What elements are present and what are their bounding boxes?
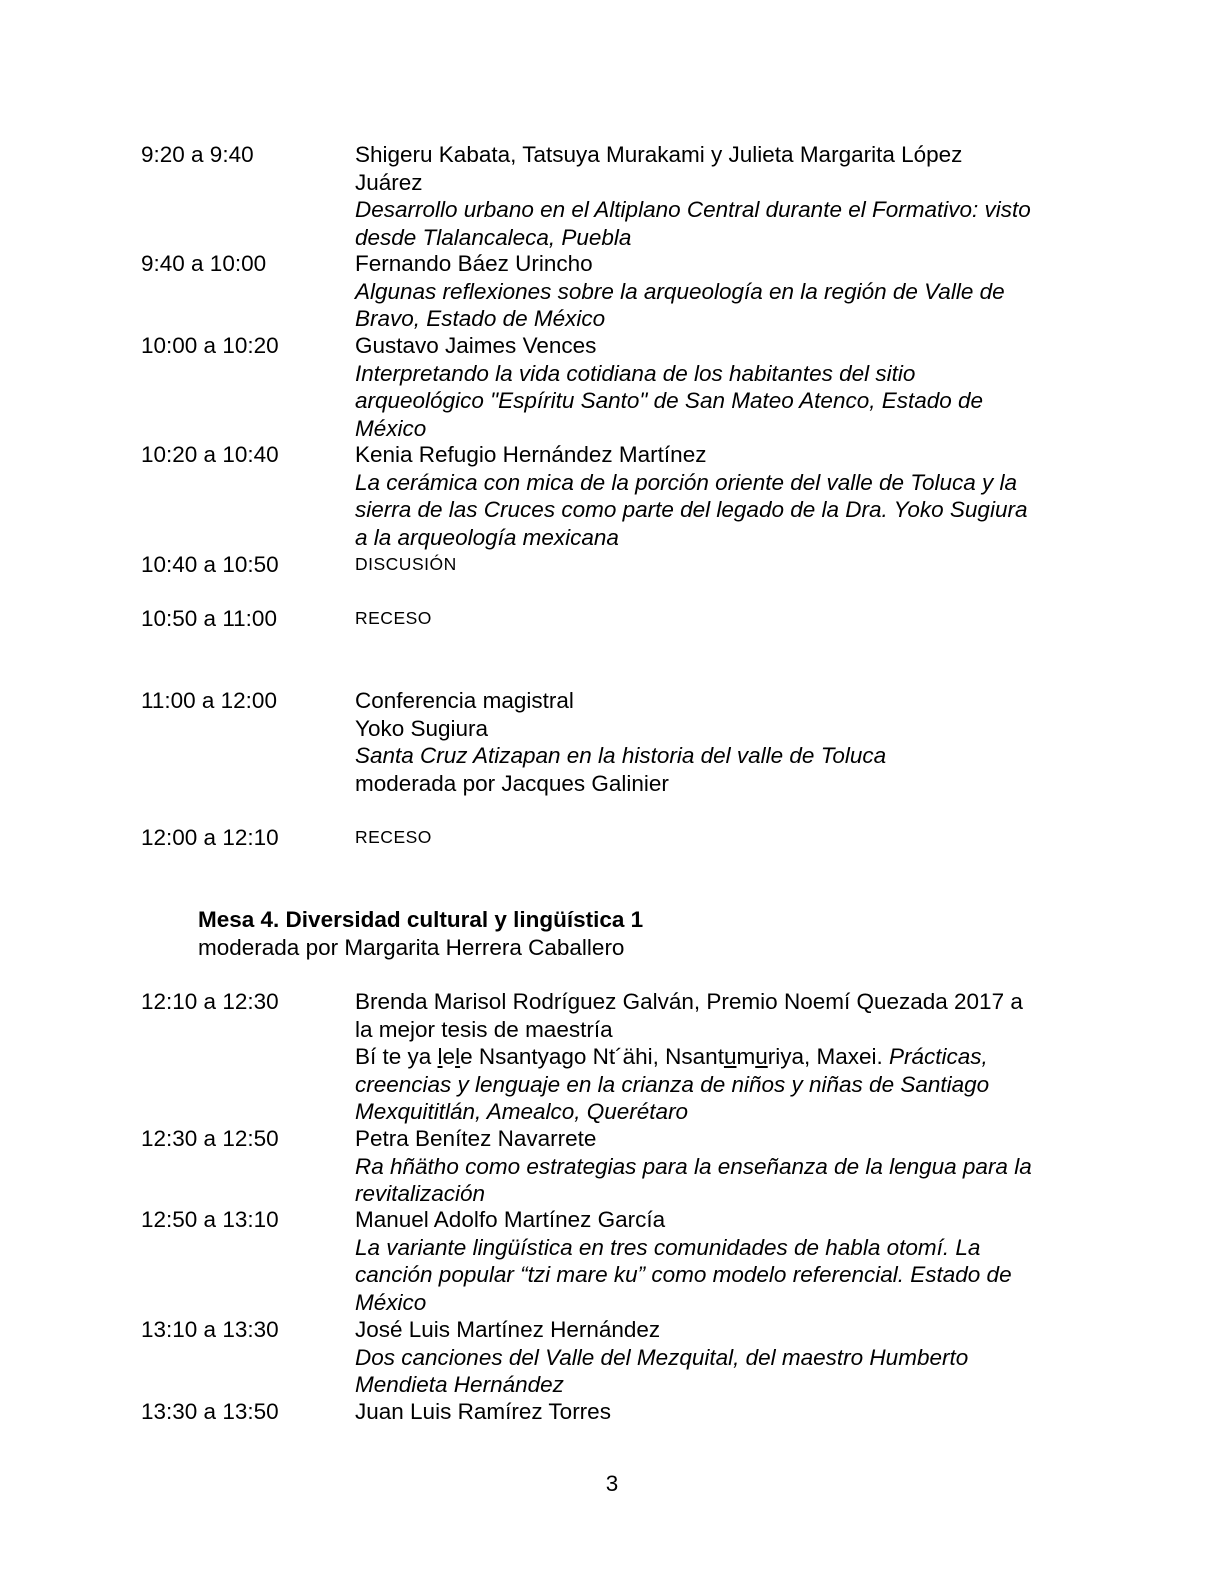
entry-author: Fernando Báez Urincho (355, 251, 593, 276)
entry-time: 10:20 a 10:40 (141, 442, 279, 467)
entry-title: revitalización (355, 1181, 486, 1206)
recess-label: RECESO (355, 608, 432, 628)
entry-content (355, 988, 1075, 1126)
session-title: Mesa 4. Diversidad cultural y lingüística 1 (198, 907, 644, 932)
conference-speaker: Yoko Sugiura (355, 715, 489, 741)
entry-title: desde Tlalancaleca, Puebla (355, 224, 632, 250)
entry-title: canción popular “tzi mare ku” como modelo referencial. Estado de (355, 1262, 1012, 1287)
entry-title-mixed (355, 1043, 1075, 1071)
recess-label: RECESO (355, 827, 432, 847)
entry-author: Manuel Adolfo Martínez García (355, 1207, 666, 1232)
entry-title: Algunas reflexiones sobre la arqueología en la región de Valle de (355, 278, 1005, 304)
entry-content (355, 250, 1075, 333)
entry-content (355, 1398, 1075, 1426)
entry-title: Mexquititlán, Amealco, Querétaro (355, 1099, 689, 1124)
entry-title: México (355, 415, 427, 441)
conference-talk: Santa Cruz Atizapan en la historia del valle de Toluca (355, 743, 887, 768)
entry-time: 12:30 a 12:50 (141, 1126, 279, 1151)
entry-title: Dos canciones del Valle del Mezquital, del maestro Humberto (355, 1344, 969, 1370)
entry-content (355, 1125, 1075, 1208)
session-moderator: moderada por Margarita Herrera Caballero (198, 934, 625, 960)
entry-title: La variante lingüística en tres comunidades de habla otomí. La (355, 1234, 981, 1260)
title-fragment: e (460, 1044, 473, 1069)
entry-author: Gustavo Jaimes Vences (355, 333, 597, 358)
entry-content (355, 824, 1075, 852)
entry-title: arqueológico "Espíritu Santo" de San Mateo Atenco, Estado de (355, 388, 984, 413)
entry-title: a la arqueología mexicana (355, 524, 619, 550)
entry-content (355, 332, 1075, 442)
entry-time: 9:40 a 10:00 (141, 251, 267, 276)
entry-time: 12:50 a 13:10 (141, 1207, 279, 1232)
entry-title: Interpretando la vida cotidiana de los habitantes del sitio (355, 360, 916, 386)
page-number: 3 (605, 1471, 619, 1496)
entry-time: 13:30 a 13:50 (141, 1399, 279, 1424)
entry-time: 12:00 a 12:10 (141, 825, 279, 850)
entry-title: Bravo, Estado de México (355, 306, 606, 331)
title-fragment: m (736, 1044, 756, 1069)
conference-moderator: moderada por Jacques Galinier (355, 770, 669, 796)
title-fragment: riya, Maxei. (767, 1044, 890, 1069)
entry-author: Juárez (355, 169, 423, 195)
entry-content (355, 1316, 1075, 1399)
entry-content (355, 605, 1075, 633)
entry-title: creencias y lenguaje en la crianza de niños y niñas de Santiago (355, 1071, 990, 1097)
entry-author: la mejor tesis de maestría (355, 1016, 613, 1042)
entry-title: La cerámica con mica de la porción oriente del valle de Toluca y la (355, 469, 1018, 495)
entry-time: 10:00 a 10:20 (141, 333, 279, 358)
entry-time: 10:40 a 10:50 (141, 552, 279, 577)
entry-content (355, 687, 1075, 797)
title-fragment: Bí te ya (355, 1044, 438, 1069)
entry-author: José Luis Martínez Hernández (355, 1317, 661, 1342)
entry-time: 12:10 a 12:30 (141, 989, 279, 1014)
entry-author: Shigeru Kabata, Tatsuya Murakami y Julieta Margarita López (355, 142, 963, 167)
entry-author: Brenda Marisol Rodríguez Galván, Premio Noemí Quezada 2017 a (355, 989, 1023, 1014)
conference-title: Conferencia magistral (355, 688, 574, 713)
entry-time: 11:00 a 12:00 (141, 688, 277, 713)
entry-title: Desarrollo urbano en el Altiplano Central durante el Formativo: visto (355, 197, 1031, 222)
entry-author: Petra Benítez Navarrete (355, 1126, 597, 1151)
entry-time: 10:50 a 11:00 (141, 606, 277, 631)
discussion-label: DISCUSIÓN (355, 554, 457, 574)
entry-author: Juan Luis Ramírez Torres (355, 1399, 611, 1424)
entry-title: México (355, 1289, 427, 1315)
entry-time: 9:20 a 9:40 (141, 142, 254, 167)
session-heading (198, 906, 643, 961)
entry-content (355, 1206, 1075, 1316)
title-fragment: Prácticas, (889, 1044, 988, 1069)
entry-content (355, 141, 1075, 251)
title-fragment: Nsantyago Nt´ähi, Nsant (472, 1044, 724, 1069)
title-fragment: u (723, 1044, 737, 1069)
entry-title: Ra hñätho como estrategias para la enseñanza de la lengua para la (355, 1153, 1032, 1179)
title-fragment: l (455, 1044, 461, 1069)
entry-author: Kenia Refugio Hernández Martínez (355, 442, 707, 467)
title-fragment: e (442, 1044, 456, 1069)
entry-title: Mendieta Hernández (355, 1372, 564, 1397)
entry-title: sierra de las Cruces como parte del legado de la Dra. Yoko Sugiura (355, 497, 1028, 522)
entry-time: 13:10 a 13:30 (141, 1317, 279, 1342)
entry-content (355, 441, 1075, 551)
entry-content (355, 551, 1075, 579)
title-fragment: l (437, 1044, 443, 1069)
title-fragment: u (755, 1044, 768, 1069)
